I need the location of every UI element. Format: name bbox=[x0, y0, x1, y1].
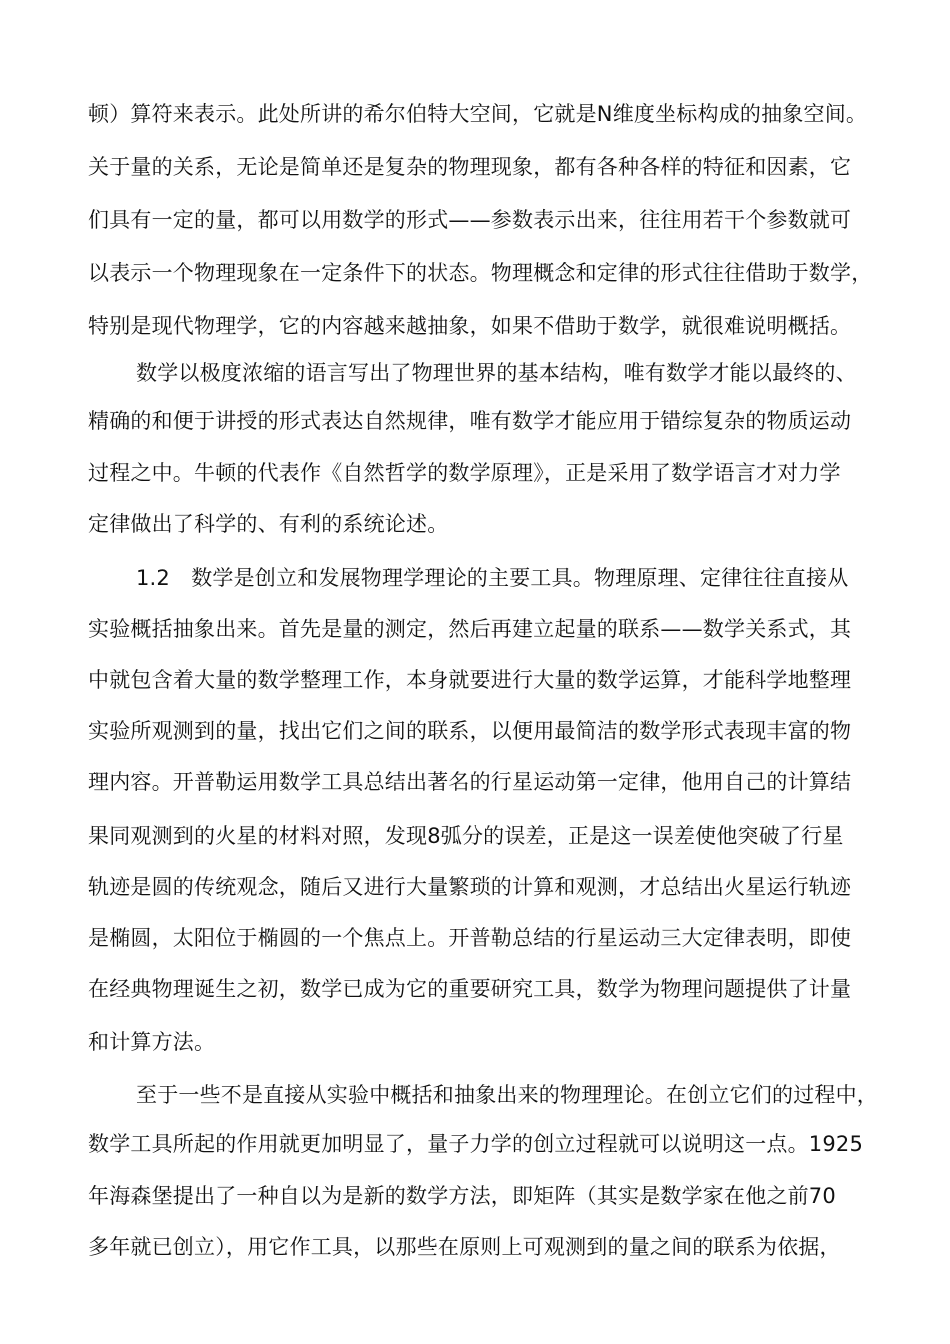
text-line: 关于量的关系，无论是简单还是复杂的物理现象，都有各种各样的特征和因素，它 bbox=[88, 155, 852, 179]
text-line: 精确的和便于讲授的形式表达自然规律，唯有数学才能应用于错综复杂的物质运动 bbox=[88, 409, 852, 433]
text-line: 特别是现代物理学，它的内容越来越抽象，如果不借助于数学，就很难说明概括。 bbox=[88, 314, 852, 338]
text-line: 在经典物理诞生之初，数学已成为它的重要研究工具，数学为物理问题提供了计量 bbox=[88, 977, 852, 1001]
text-line: 过程之中。牛顿的代表作《自然哲学的数学原理》，正是采用了数学语言才对力学 bbox=[88, 461, 841, 485]
text-line: 定律做出了科学的、有利的系统论述。 bbox=[88, 512, 449, 536]
text-line: 和计算方法。 bbox=[88, 1030, 216, 1054]
text-line: 中就包含着大量的数学整理工作，本身就要进行大量的数学运算，才能科学地整理 bbox=[88, 668, 852, 692]
text-line: 理内容。开普勒运用数学工具总结出著名的行星运动第一定律，他用自己的计算结 bbox=[88, 770, 852, 794]
text-line: 年海森堡提出了一种自以为是新的数学方法，即矩阵（其实是数学家在他之前70 bbox=[88, 1184, 836, 1208]
text-line: 至于一些不是直接从实验中概括和抽象出来的物理理论。在创立它们的过程中， bbox=[136, 1083, 878, 1107]
text-line: 实验概括抽象出来。首先是量的测定，然后再建立起量的联系——数学关系式，其 bbox=[88, 617, 852, 641]
text-line: 果同观测到的火星的材料对照，发现8弧分的误差，正是这一误差使他突破了行星 bbox=[88, 824, 844, 848]
text-line: 以表示一个物理现象在一定条件下的状态。物理概念和定律的形式往往借助于数学， bbox=[88, 261, 873, 285]
text-line: 多年就已创立），用它作工具，以那些在原则上可观测到的量之间的联系为依据， bbox=[88, 1235, 841, 1259]
text-line: 实验所观测到的量，找出它们之间的联系，以便用最简洁的数学形式表现丰富的物 bbox=[88, 719, 852, 743]
text-line: 数学工具所起的作用就更加明显了，量子力学的创立过程就可以说明这一点。1925 bbox=[88, 1132, 864, 1156]
text-line: 们具有一定的量，都可以用数学的形式——参数表示出来，往往用若干个参数就可 bbox=[88, 208, 852, 232]
text-line: 顿）算符来表示。此处所讲的希尔伯特大空间，它就是N维度坐标构成的抽象空间。 bbox=[88, 102, 868, 126]
text-line: 1.2 数学是创立和发展物理学理论的主要工具。物理原理、定律往往直接从 bbox=[136, 566, 849, 590]
text-line: 是椭圆，太阳位于椭圆的一个焦点上。开普勒总结的行星运动三大定律表明，即使 bbox=[88, 926, 852, 950]
text-line: 轨迹是圆的传统观念，随后又进行大量繁琐的计算和观测，才总结出火星运行轨迹 bbox=[88, 875, 852, 899]
text-line: 数学以极度浓缩的语言写出了物理世界的基本结构，唯有数学才能以最终的、 bbox=[136, 361, 857, 385]
